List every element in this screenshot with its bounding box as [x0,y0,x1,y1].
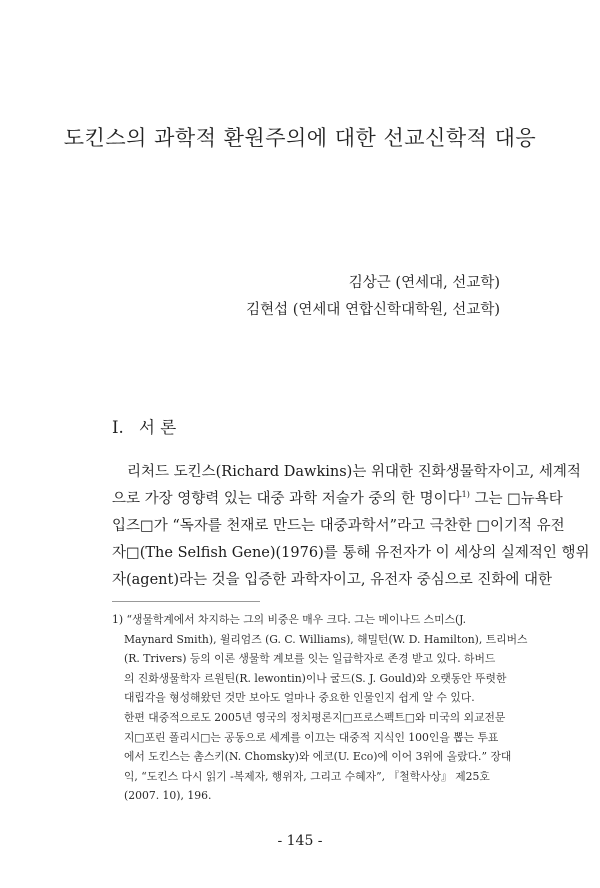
footnote-line: 한편 대중적으로도 2005년 영국의 정치평론지□프로스펙트□와 미국의 외교전문 [124,710,506,724]
footnote-line: (2007. 10), 196. [124,789,212,803]
author-line: 김상근 (연세대, 선교학) [348,275,500,291]
footnote-line: 대립각을 형성해왔던 것만 보아도 얼마나 중요한 인물인지 쉽게 알 수 있다. [124,691,475,705]
footnote-line [112,610,502,630]
footnote-text: “생물학계에서 차지하는 그의 비중은 매우 크다. 그는 메이나드 스미스(J. [126,613,467,626]
section-title: 서 론 [139,418,177,437]
body-line-text: 으로 가장 영향력 있는 대중 과학 저술가 중의 한 명이다 [112,491,462,507]
footnote-reference[interactable]: 1) [461,490,470,500]
footnote-line: 지□포린 폴리시□는 공동으로 세계를 이끄는 대중적 지식인 100인을 뽑는 투표 [124,730,499,744]
author-block [246,270,500,324]
paper-title: 도킨스의 과학적 환원주의에 대한 선교신학적 대응 [63,126,537,150]
footnote [112,610,528,806]
body-line-text: 그는 □뉴욕타 [469,491,563,507]
body-line: 입즈□가 “독자를 천재로 만드는 대중과학서”라고 극찬한 □이기적 유전 [112,518,565,534]
footnote-line: Maynard Smith), 윌리엄즈 (G. C. Williams), 해밀턴(W. D. Hamilton), 트리버스 [124,632,528,646]
footnote-separator [112,601,260,602]
footnote-marker: 1) [112,613,124,626]
body-line: 자(agent)라는 것을 입증한 과학자이고, 유전자 중심으로 진화에 대한 [112,572,553,588]
body-line: 리처드 도킨스(Richard Dawkins)는 위대한 진화생물학자이고, 세계적 [127,464,581,480]
footnote-line: 에서 도킨스는 촘스키(N. Chomsky)와 에코(U. Eco)에 이어 3위에 올랐다.” 장대 [124,750,512,764]
footnote-line: (R. Trivers) 등의 이론 생물학 계보를 잇는 일급학자로 존경 받고 있다. 하버드 [124,652,496,666]
section-heading [112,414,176,438]
section-number: I. [112,418,124,437]
page-number: - 145 - [277,833,323,849]
footnote-line: 익, “도킨스 다시 읽기 -복제자, 행위자, 그리고 수혜자”, 『철학사상』 제25호 [124,769,490,783]
footnote-line: 의 진화생물학자 르원틴(R. lewontin)이나 굴드(S. J. Gould)와 오랫동안 뚜렷한 [124,671,507,685]
author-line: 김현섭 (연세대 연합신학대학원, 선교학) [246,302,500,318]
body-paragraph [112,459,590,594]
body-line [112,486,563,513]
body-line: 자□(The Selfish Gene)(1976)를 통해 유전자가 이 세상의 실제적인 행위 [112,545,590,561]
